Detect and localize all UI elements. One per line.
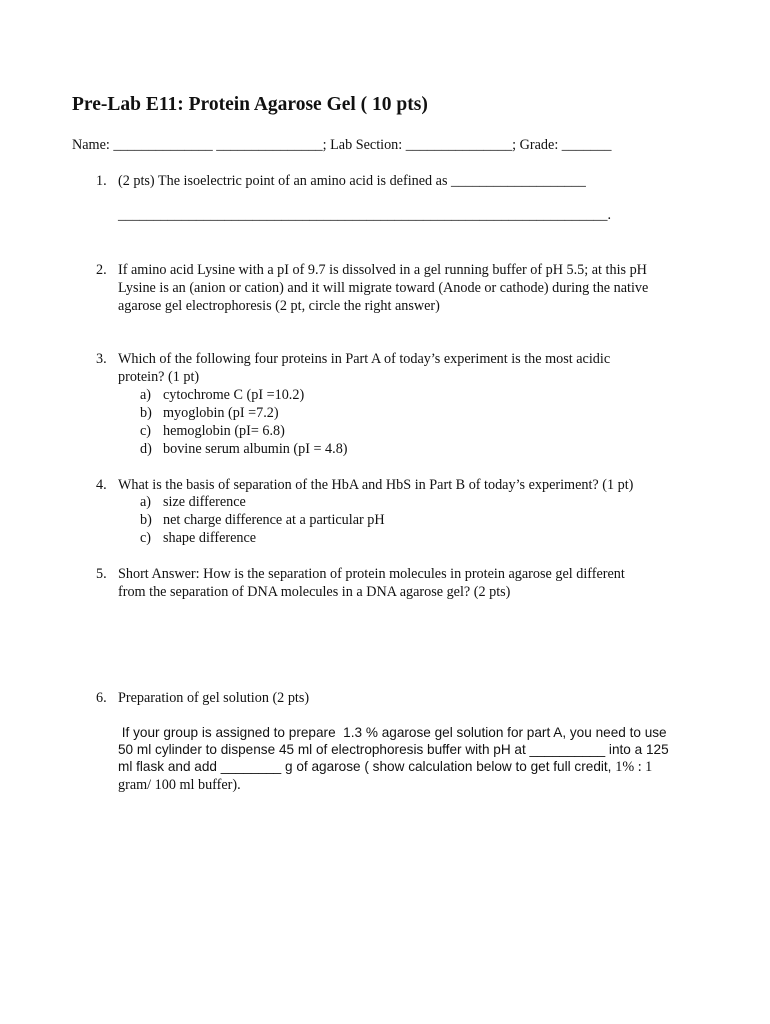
q1-text: (2 pts) The isoelectric point of an amino acid is defined as ___________________ (118, 173, 586, 189)
q3-option-letter: b) (140, 405, 152, 421)
q3-option-letter: a) (140, 387, 152, 403)
student-info-line: Name: ______________ _______________; Lab Section: _______________; Grade: _______ (72, 137, 612, 153)
q3-option-letter: d) (140, 441, 152, 457)
q6-paragraph-line4: gram/ 100 ml buffer). (118, 777, 241, 793)
q3-option-text: myoglobin (pI =7.2) (163, 405, 279, 421)
q4-text: What is the basis of separation of the HbA and HbS in Part B of today’s experiment? (1 pt) (118, 477, 634, 493)
q3-number: 3. (96, 351, 107, 367)
q6-paragraph-line3-ratio: 1% : 1 (615, 759, 653, 775)
q4-option-letter: a) (140, 494, 152, 510)
q5-text-line2: from the separation of DNA molecules in a DNA agarose gel? (2 pts) (118, 584, 511, 600)
q3-option-text: cytochrome C (pI =10.2) (163, 387, 305, 403)
q6-paragraph-line2: 50 ml cylinder to dispense 45 ml of electrophoresis buffer with pH at __________ into a 125 (118, 742, 669, 757)
q3-text-line1: Which of the following four proteins in Part A of today’s experiment is the most acidic (118, 351, 611, 367)
q6-paragraph-line3-sans: ml flask and add ________ g of agarose ( show calculation below to get full credit, (118, 759, 616, 774)
q4-option-text: shape difference (163, 530, 257, 546)
q1-number: 1. (96, 173, 107, 189)
q4-number: 4. (96, 477, 107, 493)
q4-option-text: net charge difference at a particular pH (163, 512, 385, 528)
q1-answer-line: _____________________________________________________________________. (118, 207, 612, 223)
q5-number: 5. (96, 566, 107, 582)
q6-number: 6. (96, 690, 107, 706)
q2-text-line2: Lysine is an (anion or cation) and it will migrate toward (Anode or cathode) during the native (118, 280, 649, 296)
q6-paragraph-line3 (118, 758, 652, 776)
q6-paragraph-line1: If your group is assigned to prepare 1.3 % agarose gel solution for part A, you need to use (118, 725, 667, 740)
q6-text: Preparation of gel solution (2 pts) (118, 690, 310, 706)
page-title: Pre-Lab E11: Protein Agarose Gel ( 10 pts) (72, 94, 428, 115)
q4-option-letter: c) (140, 530, 152, 546)
q3-option-text: hemoglobin (pI= 6.8) (163, 423, 285, 439)
q2-text-line3: agarose gel electrophoresis (2 pt, circle the right answer) (118, 298, 440, 314)
q4-option-letter: b) (140, 512, 152, 528)
q3-option-letter: c) (140, 423, 152, 439)
q2-text-line1: If amino acid Lysine with a pI of 9.7 is dissolved in a gel running buffer of pH 5.5; at this pH (118, 262, 647, 278)
q3-text-line2: protein? (1 pt) (118, 369, 200, 385)
q5-text-line1: Short Answer: How is the separation of protein molecules in protein agarose gel different (118, 566, 625, 582)
q3-option-text: bovine serum albumin (pI = 4.8) (163, 441, 348, 457)
q4-option-text: size difference (163, 494, 246, 510)
q2-number: 2. (96, 262, 107, 278)
